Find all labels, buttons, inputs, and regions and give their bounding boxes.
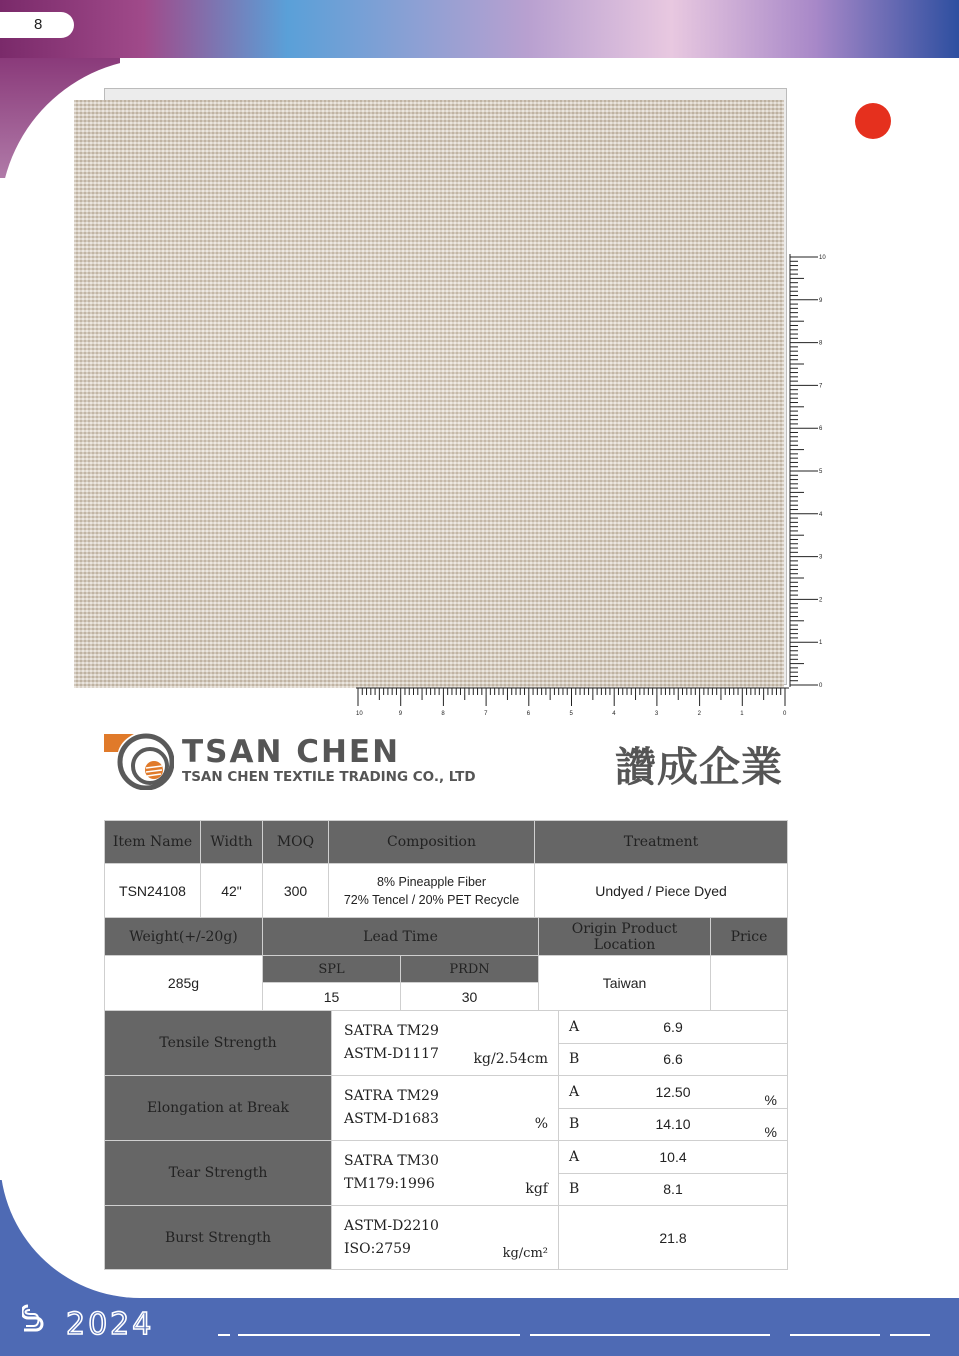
result-a-value: 6.9	[663, 1019, 683, 1035]
horizontal-ruler	[352, 686, 792, 716]
ruler-label: 10	[356, 711, 363, 716]
test-standards	[332, 1206, 559, 1270]
ruler-label: 0	[819, 683, 823, 689]
ruler-label: 6	[819, 426, 823, 433]
test-row-tear	[105, 1141, 788, 1206]
test-row-burst	[105, 1206, 788, 1270]
test-standards	[332, 1076, 559, 1141]
ruler-label: 9	[819, 297, 823, 304]
result-a	[559, 1076, 787, 1109]
standard-1: SATRA TM30	[344, 1153, 439, 1169]
moq-value: 300	[263, 864, 329, 918]
result-b	[559, 1109, 787, 1140]
header-item-name: Item Name	[105, 821, 201, 864]
standard-2: ISO:2759	[344, 1240, 411, 1257]
test-results	[559, 1141, 788, 1206]
result-b-label: B	[569, 1116, 580, 1132]
vertical-ruler	[788, 250, 828, 690]
data-row-1	[105, 864, 788, 918]
item-name-value: TSN24108	[105, 864, 201, 918]
result-b-label: B	[569, 1181, 580, 1197]
footer-deco-line	[218, 1334, 230, 1336]
company-logo-icon	[104, 730, 174, 790]
weight-value: 285g	[105, 956, 263, 1011]
ruler-label: 4	[819, 511, 823, 518]
footer-deco-line	[238, 1334, 520, 1336]
composition-line-2: 72% Tencel / 20% PET Recycle	[343, 892, 520, 907]
result-a-label: A	[569, 1019, 580, 1035]
price-value	[711, 956, 788, 1011]
header-moq: MOQ	[263, 821, 329, 864]
spec-table	[104, 820, 788, 918]
test-standards	[332, 1141, 559, 1206]
year-text: 2024	[66, 1307, 155, 1340]
test-unit: kg/2.54cm	[473, 1051, 548, 1067]
brand-chinese-name: 讚成企業	[615, 743, 783, 791]
composition-value	[329, 864, 535, 918]
result-b	[559, 1044, 787, 1075]
ruler-label: 2	[819, 597, 823, 604]
test-unit: kgf	[525, 1181, 548, 1197]
test-unit: kg/cm²	[502, 1246, 548, 1261]
header-row-1	[105, 821, 788, 864]
result-b-value: 14.10	[655, 1116, 691, 1132]
standard-2: TM179:1996	[344, 1176, 435, 1192]
test-row-tensile	[105, 1011, 788, 1076]
footer-deco-line	[790, 1334, 880, 1336]
ruler-label: 10	[819, 255, 826, 261]
ruler-label: 8	[441, 711, 445, 716]
standard-2: ASTM-D1117	[344, 1046, 439, 1062]
top-gradient-banner	[0, 0, 959, 58]
standard-2: ASTM-D1683	[344, 1111, 439, 1127]
ruler-label: 3	[819, 554, 823, 561]
page-number: 8	[0, 12, 74, 38]
ruler-label: 1	[819, 640, 823, 647]
ruler-label: 5	[569, 711, 573, 716]
ruler-label: 5	[819, 469, 823, 475]
ruler-label: 4	[612, 711, 616, 716]
standard-1: ASTM-D2210	[344, 1217, 439, 1234]
composition-line-1: 8% Pineapple Fiber	[376, 874, 487, 889]
ruler-label: 2	[697, 711, 701, 716]
result-b-value: 6.6	[663, 1051, 683, 1067]
test-table	[104, 1010, 788, 1270]
ruler-label: 7	[819, 383, 823, 390]
ruler-label: 0	[783, 711, 787, 716]
ruler-label: 7	[484, 711, 488, 716]
brand-name: TSAN CHEN	[182, 734, 401, 770]
result-b-unit: %	[764, 1124, 777, 1140]
year-logo	[22, 1300, 222, 1340]
test-row-elongation	[105, 1076, 788, 1141]
header-prdn: PRDN	[401, 956, 539, 983]
treatment-value: Undyed / Piece Dyed	[535, 864, 788, 918]
origin-value: Taiwan	[539, 956, 711, 1011]
brand-subtitle: TSAN CHEN TEXTILE TRADING CO., LTD	[182, 769, 476, 785]
result-a-unit: %	[764, 1092, 777, 1108]
test-results	[559, 1011, 788, 1076]
result-b	[559, 1174, 787, 1205]
footer-deco-line	[890, 1334, 930, 1336]
lead-time-subheader-row	[105, 956, 788, 983]
result-a-value: 12.50	[655, 1084, 691, 1100]
result-a	[559, 1011, 787, 1044]
spl-value: 15	[263, 983, 401, 1011]
ruler-label: 6	[526, 711, 531, 716]
result-a-label: A	[569, 1084, 580, 1100]
header-lead-time: Lead Time	[263, 918, 539, 956]
test-name: Tensile Strength	[105, 1011, 332, 1076]
test-name: Burst Strength	[105, 1206, 332, 1270]
test-name: Elongation at Break	[105, 1076, 332, 1141]
header-treatment: Treatment	[535, 821, 788, 864]
result-a-label: A	[569, 1149, 580, 1165]
result-a-value: 10.4	[659, 1149, 687, 1165]
result-a	[559, 1141, 787, 1174]
standard-1: SATRA TM29	[344, 1088, 439, 1104]
ruler-label: 9	[398, 711, 403, 716]
prdn-value: 30	[401, 983, 539, 1011]
ruler-label: 8	[819, 340, 823, 347]
fabric-swatch-image	[74, 100, 784, 688]
test-results	[559, 1076, 788, 1141]
header-composition: Composition	[329, 821, 535, 864]
header-weight: Weight(+/-20g)	[105, 918, 263, 956]
result-b-value: 8.1	[663, 1181, 683, 1197]
header-origin: Origin Product Location	[539, 918, 711, 956]
spec-table-2	[104, 917, 788, 1011]
result-b-label: B	[569, 1051, 580, 1067]
test-unit: %	[534, 1116, 548, 1132]
header-spl: SPL	[263, 956, 401, 983]
footer-deco-line	[530, 1334, 770, 1336]
ruler-label: 3	[654, 711, 659, 716]
test-name: Tear Strength	[105, 1141, 332, 1206]
ruler-label: 1	[740, 711, 744, 716]
header-price: Price	[711, 918, 788, 956]
burst-result-value: 21.8	[559, 1206, 788, 1270]
header-row-2	[105, 918, 788, 956]
standard-1: SATRA TM29	[344, 1023, 439, 1039]
test-standards	[332, 1011, 559, 1076]
color-indicator-dot	[855, 103, 891, 139]
width-value: 42"	[201, 864, 263, 918]
header-width: Width	[201, 821, 263, 864]
